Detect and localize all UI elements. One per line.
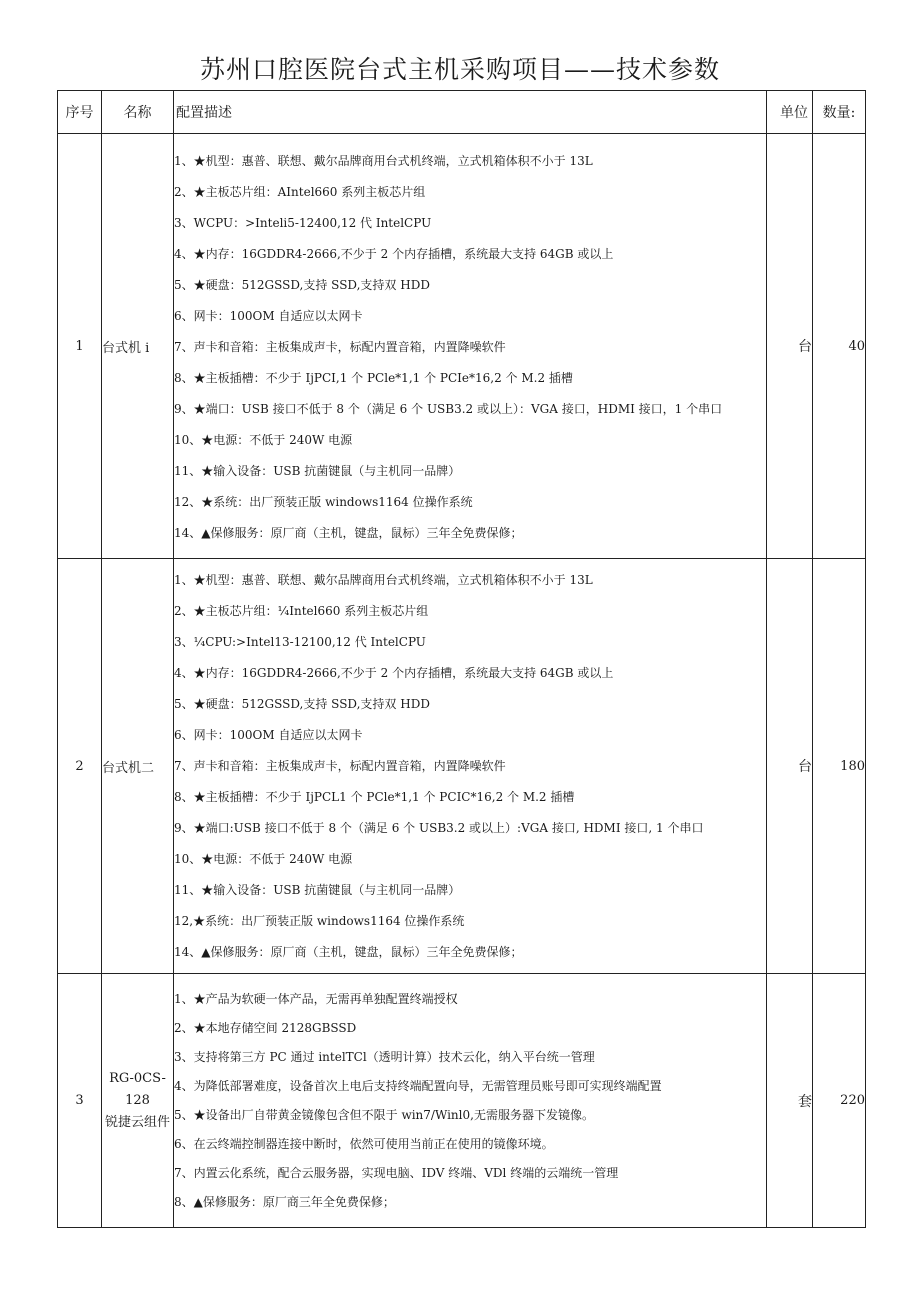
spec-item: 3、支持将第三方 PC 通过 intelTCl（透明计算）技术云化，纳入平台统一管理	[174, 1049, 595, 1064]
row-unit: 台	[767, 559, 813, 974]
spec-item: 2、★主板芯片组：AIntel660 系列主板芯片组	[174, 185, 426, 199]
table-header-row	[58, 91, 866, 134]
row-seq: 2	[58, 559, 102, 974]
spec-item: 11、★输入设备：USB 抗菌键鼠（与主机同一品牌）	[174, 464, 461, 478]
spec-item: 9、★端口:USB 接口不低于 8 个（满足 6 个 USB3.2 或以上）:VGA 接口, HDMI 接口, 1 个串口	[174, 820, 704, 835]
header-unit: 单位	[767, 91, 813, 134]
row-name-line2: 锐捷云组件	[104, 1114, 170, 1130]
spec-item: 1、★机型：惠普、联想、戴尔品牌商用台式机终端，立式机箱体积不小于 13L	[174, 154, 593, 168]
spec-item: 12、★系统：出厂预装正版 windows1164 位操作系统	[174, 495, 473, 509]
row-qty: 40	[813, 134, 866, 559]
spec-item: 1、★机型：惠普、联想、戴尔品牌商用台式机终端，立式机箱体积不小于 13L	[174, 572, 593, 587]
row-name-line1: RG-0CS-128	[109, 1070, 166, 1108]
header-seq: 序号	[58, 91, 102, 134]
table-row	[58, 134, 866, 559]
table-row	[58, 559, 866, 974]
spec-item: 5、★硬盘：512GSSD,支持 SSD,支持双 HDD	[174, 696, 430, 711]
spec-item: 10、★电源：不低于 240W 电源	[174, 851, 353, 866]
spec-item: 6、网卡：100OM 自适应以太网卡	[174, 727, 363, 742]
spec-item: 2、★主板芯片组：¼Intel660 系列主板芯片组	[174, 603, 429, 618]
spec-item: 9、★端口：USB 接口不低于 8 个（满足 6 个 USB3.2 或以上）：VGA 接口，HDMI 接口，1 个串口	[174, 402, 723, 416]
spec-item: 7、声卡和音箱：主板集成声卡，标配内置音箱，内置降噪软件	[174, 340, 506, 354]
spec-item: 4、★内存：16GDDR4-2666,不少于 2 个内存插槽，系统最大支持 64GB 或以上	[174, 247, 614, 261]
spec-item: 5、★设备出厂自带黄金镜像包含但不限于 win7/Winl0,无需服务器下发镜像。	[174, 1107, 594, 1122]
spec-item: 7、内置云化系统，配合云服务器，实现电脑、IDV 终端、VDl 终端的云端统一管理	[174, 1165, 619, 1180]
spec-item: 11、★输入设备：USB 抗菌键鼠（与主机同一品牌）	[174, 882, 461, 897]
spec-item: 8、▲保修服务：原厂商三年全免费保修；	[174, 1194, 395, 1209]
spec-item: 7、声卡和音箱：主板集成声卡，标配内置音箱，内置降噪软件	[174, 758, 506, 773]
header-qty: 数量:	[813, 91, 866, 134]
row-unit: 套	[767, 974, 813, 1228]
spec-item: 5、★硬盘：512GSSD,支持 SSD,支持双 HDD	[174, 278, 430, 292]
spec-item: 12,★系统：出厂预装正版 windows1164 位操作系统	[174, 913, 465, 928]
row-seq: 3	[58, 974, 102, 1228]
spec-item: 6、网卡：100OM 自适应以太网卡	[174, 309, 363, 323]
page-title: 苏州口腔医院台式主机采购项目——技术参数	[199, 55, 720, 84]
header-name: 名称	[102, 91, 174, 134]
spec-item: 1、★产品为软硬一体产品，无需再单独配置终端授权	[174, 991, 458, 1006]
spec-item: 10、★电源：不低于 240W 电源	[174, 433, 353, 447]
spec-item: 2、★本地存储空间 2128GBSSD	[174, 1020, 357, 1035]
row-unit: 台	[767, 134, 813, 559]
row-name: 台式机 i	[102, 134, 174, 559]
header-desc: 配置描述	[174, 91, 767, 134]
spec-item: 3、WCPU：>Inteli5-12400,12 代 IntelCPU	[174, 216, 432, 230]
spec-item: 14、▲保修服务：原厂商（主机，键盘，鼠标）三年全免费保修；	[174, 944, 523, 959]
row-seq: 1	[58, 134, 102, 559]
spec-item: 4、为降低部署难度，设备首次上电后支持终端配置向导，无需管理员账号即可实现终端配置	[174, 1078, 662, 1093]
row-name: 台式机二	[102, 559, 174, 974]
row-qty: 220	[813, 974, 866, 1228]
row-qty: 180	[813, 559, 866, 974]
spec-item: 14、▲保修服务：原厂商（主机，键盘，鼠标）三年全免费保修；	[174, 526, 523, 540]
row-desc	[174, 134, 767, 559]
spec-item: 3、¼CPU:>Intel13-12100,12 代 IntelCPU	[174, 634, 426, 649]
spec-item: 8、★主板插槽：不少于 IjPCI,1 个 PCle*1,1 个 PCIe*16,2 个 M.2 插槽	[174, 371, 573, 385]
table-row	[58, 974, 866, 1228]
spec-item: 6、在云终端控制器连接中断时，依然可使用当前正在使用的镜像环境。	[174, 1136, 554, 1151]
row-name	[102, 974, 174, 1228]
spec-item: 8、★主板插槽：不少于 IjPCL1 个 PCle*1,1 个 PCIC*16,2 个 M.2 插槽	[174, 789, 575, 804]
spec-table	[57, 90, 866, 1228]
row-desc	[174, 559, 767, 974]
row-desc	[174, 974, 767, 1228]
spec-item: 4、★内存：16GDDR4-2666,不少于 2 个内存插槽，系统最大支持 64GB 或以上	[174, 665, 614, 680]
